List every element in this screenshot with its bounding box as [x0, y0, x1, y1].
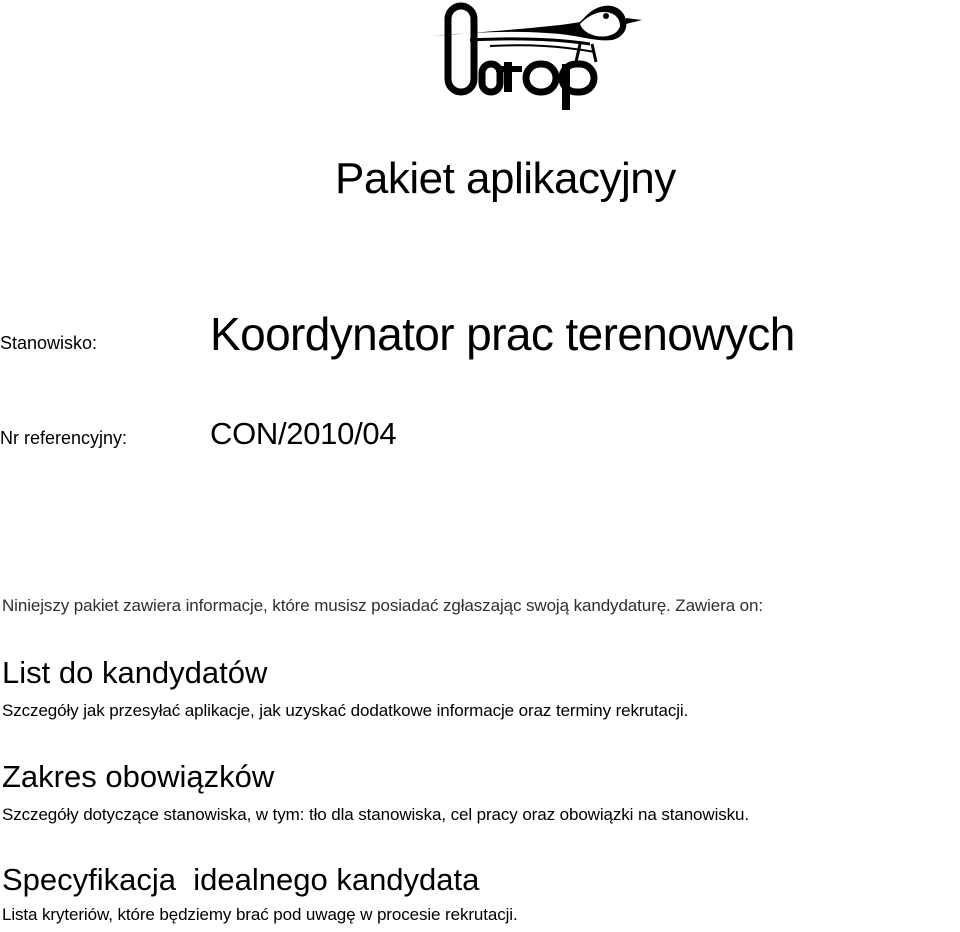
bird-logo-icon — [430, 0, 650, 112]
position-label: Stanowisko: — [0, 333, 98, 353]
intro-text: Niniejszy pakiet zawiera informacje, które musisz posiadać zgłaszając swoją kandydaturę. Zawiera on: — [2, 596, 764, 615]
section-heading-cover-letter: List do kandydatów — [2, 655, 268, 690]
section-description-responsibilities: Szczegóły dotyczące stanowiska, w tym: tło dla stanowiska, cel pracy oraz obowiązki na stanowisku. — [2, 805, 750, 824]
reference-label: Nr referencyjny: — [0, 428, 128, 448]
section-heading-candidate-spec: Specyfikacja idealnego kandydata — [2, 862, 480, 897]
document-title: Pakiet aplikacyjny — [335, 154, 676, 203]
section-description-cover-letter: Szczegóły jak przesyłać aplikacje, jak uzyskać dodatkowe informacje oraz terminy rekrutacji. — [2, 701, 689, 720]
position-value: Koordynator prac terenowych — [210, 308, 795, 360]
reference-value: CON/2010/04 — [210, 416, 397, 451]
section-heading-responsibilities: Zakres obowiązków — [2, 759, 275, 794]
section-description-candidate-spec: Lista kryteriów, które będziemy brać pod uwagę w procesie rekrutacji. — [2, 905, 518, 924]
